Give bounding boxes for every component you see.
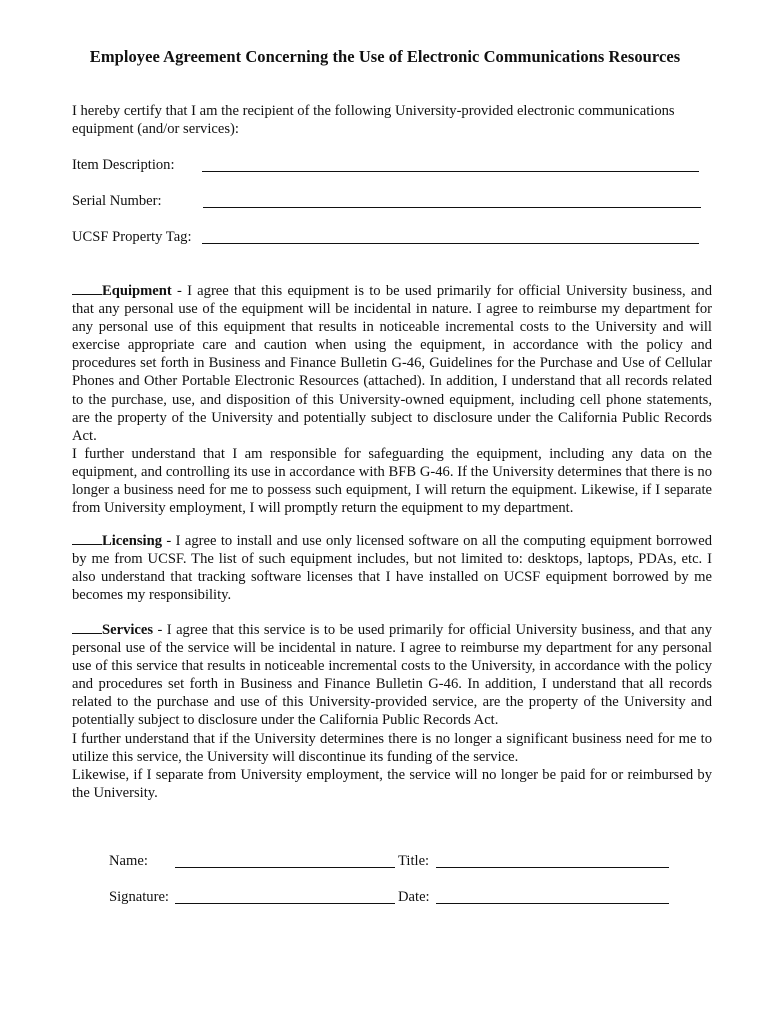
services-text-2: I further understand that if the University determines there is no longer a significant business need for me to utilize this service, the University will discontinue its funding of the service. [72,730,712,765]
date-field [398,888,430,906]
property-tag-input[interactable] [202,229,699,244]
equipment-text: - I agree that this equipment is to be used primarily for official University business, and that any personal use of the equipment will be incidental in nature. I agree to reimburse my department for any personal use of this equipment that results in noticeable incremental costs to the University and will exercise appropriate care and caution when using the equipment, in accordance with the policy and procedures set forth in Business and Finance Bulletin G-46, Guidelines for the Purchase and Use of Cellular Phones and Other Portable Electronic Resources (attached). In addition, I understand that all records related to the purchase, use, and disposition of this University-owned equipment, including cell phone statements, are the property of the University and potentially subject to disclosure under the California Public Records Act. [72,283,712,444]
licensing-section [72,531,712,604]
serial-number-input[interactable] [203,193,701,208]
services-check-blank[interactable] [72,620,102,634]
services-text-3: Likewise, if I separate from University employment, the service will no longer be paid for or reimbursed by the University. [72,766,712,801]
signature-input[interactable] [175,889,395,904]
date-label: Date: [398,889,430,905]
services-section [72,620,712,802]
intro-paragraph: I hereby certify that I am the recipient of the following University-provided electronic communications equipment (and/or services): [72,103,675,138]
name-label: Name: [109,853,148,869]
licensing-check-blank[interactable] [72,531,102,545]
property-tag-field [72,228,192,246]
services-label: Services [102,622,154,638]
title-input[interactable] [436,853,669,868]
title-label: Title: [398,853,430,869]
equipment-text-2: I further understand that I am responsible for safeguarding the equipment, including any data on the equipment, and controlling its use in accordance with BFB G-46. If the University determines that there is no longer a business need for me to possess such equipment, I will return the equipment. Likewise, if I separate from University employment, I will promptly return the equipment to my department. [72,445,712,517]
signature-field [109,888,169,906]
equipment-section [72,281,712,517]
serial-number-label: Serial Number: [72,193,162,209]
title-field [398,852,429,870]
date-input[interactable] [436,889,669,904]
equipment-check-blank[interactable] [72,281,102,295]
property-tag-label: UCSF Property Tag: [72,229,192,245]
item-description-label: Item Description: [72,157,175,173]
document-title: Employee Agreement Concerning the Use of Electronic Communications Resources [89,47,681,66]
licensing-text: - I agree to install and use only licensed software on all the computing equipment borrowed by me from UCSF. The list of such equipment includes, but not limited to: desktops, laptops, PDAs, etc. I also understand that tracking software licenses that I have installed on UCSF equipment borrowed by me becomes my responsibility. [72,533,712,604]
serial-number-field [72,192,162,210]
name-input[interactable] [175,853,395,868]
services-text: - I agree that this service is to be used primarily for official University business, and that any personal use of the service will be incidental in nature. I agree to reimburse my department for any personal use of this service that results in noticeable incremental costs to the University, in accordance with the policy and procedures set forth in Business and Finance Bulletin G-46. In addition, I understand that all records related to the purchase and use of this University-provided service, are the property of the University and potentially subject to disclosure under the California Public Records Act. [72,622,712,729]
equipment-label: Equipment [102,283,172,299]
licensing-label: Licensing [102,533,163,549]
signature-label: Signature: [109,889,169,905]
name-field [109,852,148,870]
item-description-input[interactable] [202,157,699,172]
item-description-field [72,156,175,174]
